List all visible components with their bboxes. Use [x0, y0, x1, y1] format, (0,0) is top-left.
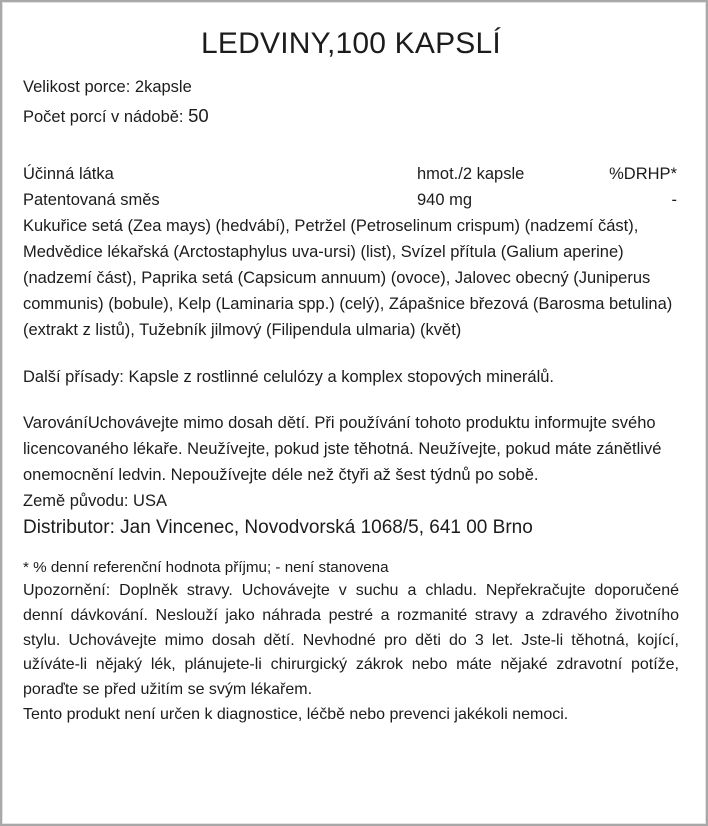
warning-text: VarováníUchovávejte mimo dosah dětí. Při používání tohoto produktu informujte svého licencovaného lékaře. Neužívejte, pokud jste těhotná. Neužívejte, pokud máte zánětlivé onemocnění ledvin. Nepoužívejte déle než čtyři až šest týdnů po sobě.	[23, 413, 662, 484]
facts-header-nutrient: Účinná látka	[23, 164, 114, 183]
servings-per-container-value: 50	[188, 104, 209, 126]
spacer	[23, 390, 679, 410]
spacer	[23, 543, 679, 556]
servings-per-container-label: Počet porcí v nádobě:	[23, 107, 189, 126]
blend-amount: 940 mg	[417, 190, 473, 209]
notice-text: Upozornění: Doplněk stravy. Uchovávejte v suchu a chladu. Nepřekračujte doporučené denní dávkování. Neslouží jako náhrada pestré a rozmanité stravy a zdravého životního stylu. Uchovávejte mimo dosah dětí. Nevhodné pro děti do 3 let. Jste-li těhotná, kojící, užíváte-li nějaký lék, plánujete-li chirurgický zákrok nebo máte nějaké zdravotní potíže, poraďte se před užitím se svým lékařem.	[23, 581, 679, 699]
spacer	[23, 131, 679, 161]
facts-header-daily-value: %DRHP*	[609, 164, 677, 183]
spacer	[23, 344, 679, 364]
label-content-area	[2, 2, 706, 824]
servings-per-container-line	[23, 101, 679, 131]
facts-table-header-row	[23, 161, 679, 187]
other-ingredients: Další přísady: Kapsle z rostlinné celulózy a komplex stopových minerálů.	[23, 367, 554, 386]
table-row	[23, 187, 679, 213]
facts-header-amount: hmot./2 kapsle	[417, 164, 525, 183]
blend-name: Patentovaná směs	[23, 190, 160, 209]
serving-size-line: Velikost porce: 2kapsle	[23, 78, 192, 96]
distributor-info: Distributor: Jan Vincenec, Novodvorská 1068/5, 641 00 Brno	[23, 517, 533, 539]
page-title: LEDVINY,100 KAPSLÍ	[201, 27, 501, 60]
disclaimer-text: Tento produkt není určen k diagnostice, léčbě nebo prevenci jakékoli nemoci.	[23, 706, 569, 724]
blend-daily-value: -	[671, 190, 677, 209]
country-of-origin: Země původu: USA	[23, 492, 167, 511]
daily-value-footnote: * % denní referenční hodnota příjmu; - není stanovena	[23, 558, 389, 576]
ingredients-list: Kukuřice setá (Zea mays) (hedvábí), Petržel (Petroselinum crispum) (nadzemí část), Medvědice lékařská (Arctostaphylus uva-ursi) (list), Svízel přítula (Galium aperine) (nadzemí část), Paprika setá (Capsicum annuum) (ovoce), Jalovec obecný (Juniperus communis) (bobule), Kelp (Laminaria spp.) (celý), Zápašnice březová (Barosma betulina) (extrakt z listů), Tužebník jilmový (Filipendula ulmaria) (květ)	[23, 216, 673, 340]
